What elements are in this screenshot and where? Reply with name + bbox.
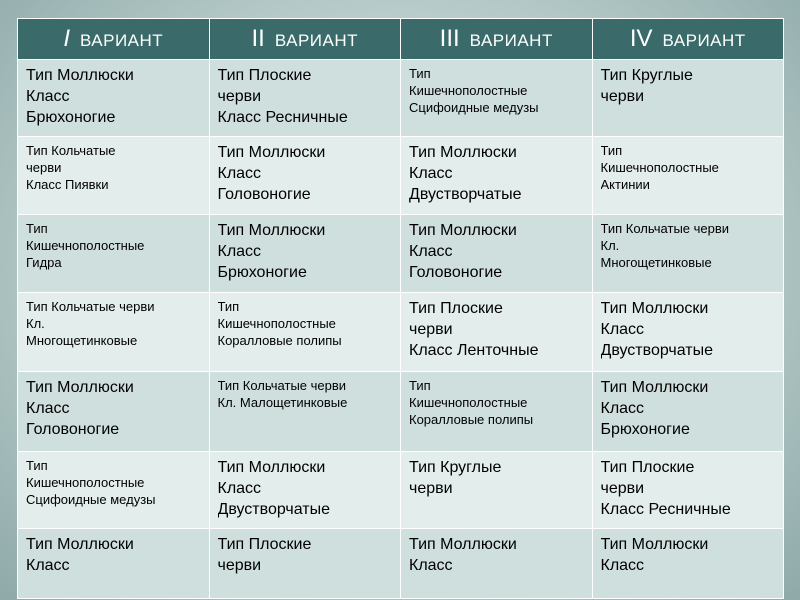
cell-line: Тип Круглые (600, 67, 693, 84)
table-cell-variant-1 (18, 60, 210, 137)
cell-line: Тип Моллюски (409, 144, 517, 161)
cell-line: Двустворчатые (600, 342, 714, 359)
cell-line: Коралловые полипы (217, 333, 342, 348)
table-cell-variant-1 (18, 293, 210, 372)
cell-line: Брюхоногие (26, 109, 116, 126)
cell-line: Гидра (26, 255, 62, 270)
cell-line: Кл. (600, 238, 620, 253)
cell-line: Тип Круглые (409, 459, 502, 476)
cell-line: Кишечнополостные (26, 238, 145, 253)
cell-text (218, 220, 395, 283)
cell-line: черви (409, 321, 453, 338)
cell-text (601, 534, 778, 576)
cell-line: Тип (217, 299, 240, 314)
cell-text (601, 377, 778, 440)
cell-line: Кл. Малощетинковые (217, 395, 348, 410)
header-variant-1 (18, 19, 210, 60)
table-cell-variant-3 (401, 452, 593, 529)
cell-text (601, 298, 778, 361)
header-word: ВАРИАНТ (274, 31, 358, 50)
table-cell-variant-2 (209, 529, 401, 599)
cell-line: Тип Моллюски (217, 222, 326, 239)
cell-line: Тип Плоские (217, 536, 312, 553)
table-cell-variant-2 (209, 137, 401, 215)
cell-text (409, 220, 586, 283)
cell-text (409, 65, 586, 116)
header-row (18, 19, 784, 60)
table-cell-variant-3 (401, 293, 593, 372)
table-cell-variant-1 (18, 452, 210, 529)
cell-text (26, 377, 203, 440)
cell-line: Тип (409, 66, 431, 81)
cell-line: Многощетинковые (600, 255, 712, 270)
cell-line: Класс (217, 243, 262, 260)
cell-line: Тип Моллюски (26, 379, 134, 396)
cell-line: Класс (600, 557, 645, 574)
table-cell-variant-1 (18, 137, 210, 215)
header-word: ВАРИАНТ (80, 31, 164, 50)
cell-line: Многощетинковые (26, 333, 138, 348)
cell-line: Тип Моллюски (409, 222, 517, 239)
table-cell-variant-3 (401, 529, 593, 599)
table-cell-variant-2 (209, 60, 401, 137)
cell-text (218, 377, 395, 411)
table-cell-variant-3 (401, 215, 593, 293)
table-cell-variant-3 (401, 372, 593, 452)
cell-line: Класс Ресничные (600, 501, 731, 518)
cell-line: Тип (26, 221, 48, 236)
table-cell-variant-4 (592, 60, 784, 137)
table-cell-variant-4 (592, 529, 784, 599)
cell-line: Тип Плоские (217, 67, 312, 84)
cell-line: Кишечнополостные (600, 160, 719, 175)
cell-text (26, 534, 203, 576)
cell-text (26, 457, 203, 508)
cell-text (601, 142, 778, 193)
cell-line: Кл. (26, 316, 45, 331)
cell-line: Класс (217, 480, 262, 497)
variants-table (17, 18, 784, 599)
cell-line: Класс (600, 321, 645, 338)
cell-text (26, 142, 203, 193)
cell-text (409, 298, 586, 361)
cell-line: Класс (600, 400, 645, 417)
cell-line: Тип Моллюски (217, 144, 326, 161)
cell-line: Тип (600, 143, 623, 158)
table-row (18, 293, 784, 372)
cell-line: Тип (409, 378, 431, 393)
table-row (18, 529, 784, 599)
cell-line: Кишечнополостные (26, 475, 145, 490)
table-cell-variant-4 (592, 452, 784, 529)
table-cell-variant-4 (592, 137, 784, 215)
header-word: ВАРИАНТ (469, 31, 553, 50)
cell-line: Тип (26, 458, 48, 473)
cell-line: Сцифоидные медузы (409, 100, 539, 115)
table-row (18, 215, 784, 293)
cell-text (218, 534, 395, 576)
table-cell-variant-4 (592, 293, 784, 372)
cell-line: черви (217, 88, 262, 105)
table-cell-variant-2 (209, 452, 401, 529)
table-cell-variant-2 (209, 293, 401, 372)
cell-line: Актинии (600, 177, 650, 192)
table-cell-variant-4 (592, 372, 784, 452)
cell-line: Кишечнополостные (409, 83, 528, 98)
cell-text (26, 298, 203, 349)
cell-line: Тип Моллюски (600, 536, 709, 553)
cell-line: Тип Плоские (409, 300, 503, 317)
cell-line: Тип Плоские (600, 459, 695, 476)
cell-line: Брюхоногие (600, 421, 690, 438)
cell-text (218, 142, 395, 205)
cell-line: Класс (409, 243, 453, 260)
cell-text (601, 220, 778, 271)
table-row (18, 60, 784, 137)
cell-line: Головоногие (26, 421, 120, 438)
cell-line: Тип Кольчатые черви (26, 299, 155, 314)
table-row (18, 372, 784, 452)
cell-line: Тип Моллюски (217, 459, 326, 476)
table-header (18, 19, 784, 60)
header-variant-3 (401, 19, 593, 60)
table-cell-variant-4 (592, 215, 784, 293)
cell-text (26, 220, 203, 271)
cell-line: Головоногие (217, 186, 311, 203)
table-row (18, 137, 784, 215)
cell-line: Брюхоногие (217, 264, 307, 281)
cell-line: Класс (409, 165, 453, 182)
cell-text (218, 457, 395, 520)
cell-line: Кишечнополостные (217, 316, 336, 331)
cell-line: Класс Пиявки (26, 177, 109, 192)
cell-line: Тип Кольчатые (26, 143, 116, 158)
cell-text (409, 377, 586, 428)
header-roman-numeral: II (251, 25, 265, 52)
cell-line: Класс (26, 400, 70, 417)
cell-text (409, 457, 586, 499)
table-cell-variant-3 (401, 60, 593, 137)
cell-line: Класс (217, 165, 262, 182)
cell-line: Тип Моллюски (26, 536, 134, 553)
cell-line: Класс (409, 557, 453, 574)
cell-line: черви (217, 557, 262, 574)
header-word: ВАРИАНТ (662, 31, 746, 50)
cell-text (218, 65, 395, 128)
cell-line: Головоногие (409, 264, 503, 281)
cell-text (601, 457, 778, 520)
header-roman-numeral: III (439, 25, 460, 52)
cell-text (601, 65, 778, 107)
header-roman-numeral: IV (629, 25, 653, 52)
cell-line: черви (26, 160, 62, 175)
cell-line: Кишечнополостные (409, 395, 528, 410)
cell-text (409, 142, 586, 205)
cell-line: Класс Ленточные (409, 342, 539, 359)
cell-line: Тип Моллюски (409, 536, 517, 553)
cell-line: Тип Кольчатые черви (217, 378, 347, 393)
cell-line: Класс (26, 557, 70, 574)
cell-line: Класс Ресничные (217, 109, 348, 126)
cell-text (26, 65, 203, 128)
table-cell-variant-2 (209, 372, 401, 452)
header-roman-numeral: I (63, 25, 70, 52)
cell-line: Класс (26, 88, 70, 105)
header-variant-2 (209, 19, 401, 60)
cell-line: Тип Моллюски (26, 67, 134, 84)
header-variant-4 (592, 19, 784, 60)
table-cell-variant-1 (18, 529, 210, 599)
table-body (18, 60, 784, 599)
cell-line: черви (600, 88, 645, 105)
cell-line: черви (600, 480, 645, 497)
cell-line: Сцифоидные медузы (26, 492, 156, 507)
cell-line: Тип Кольчатые черви (600, 221, 730, 236)
cell-line: Двустворчатые (409, 186, 522, 203)
cell-text (218, 298, 395, 349)
cell-line: Коралловые полипы (409, 412, 534, 427)
cell-line: черви (409, 480, 453, 497)
cell-line: Двустворчатые (217, 501, 331, 518)
table-cell-variant-3 (401, 137, 593, 215)
table-row (18, 452, 784, 529)
table-cell-variant-1 (18, 372, 210, 452)
table-cell-variant-2 (209, 215, 401, 293)
table-cell-variant-1 (18, 215, 210, 293)
cell-text (409, 534, 586, 576)
cell-line: Тип Моллюски (600, 300, 709, 317)
cell-line: Тип Моллюски (600, 379, 709, 396)
